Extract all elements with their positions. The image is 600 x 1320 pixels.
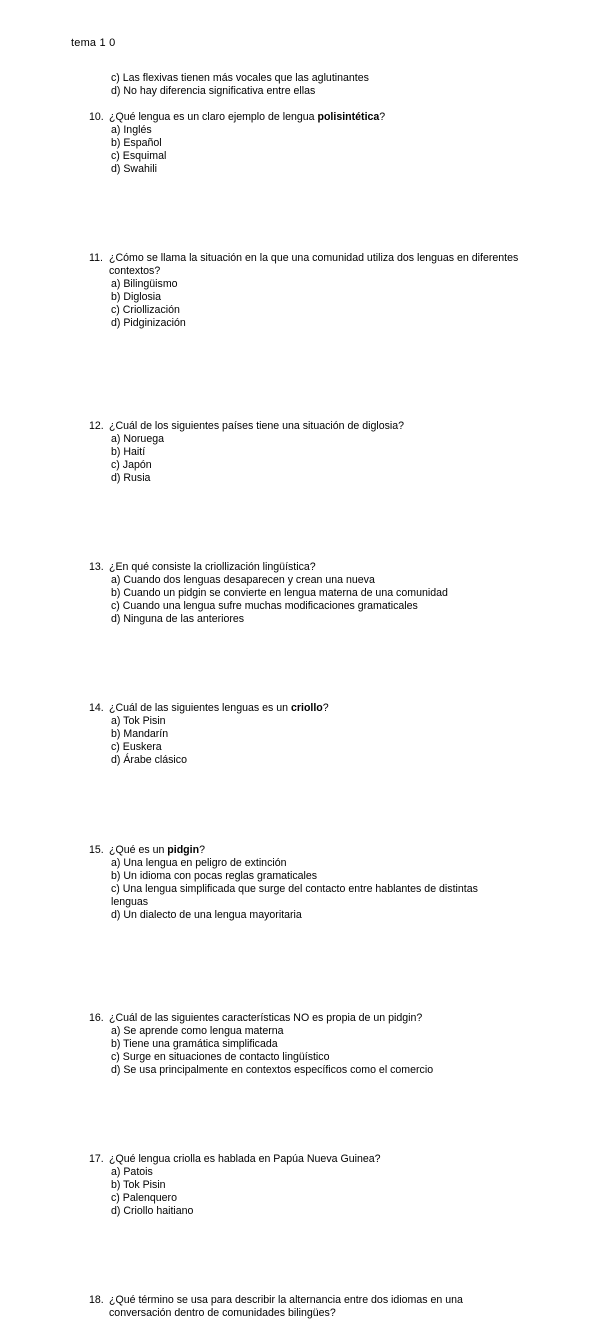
option-b: b) Cuando un pidgin se convierte en lengua materna de una comunidad bbox=[111, 587, 448, 599]
option-c: c) Surge en situaciones de contacto lingüístico bbox=[111, 1051, 330, 1063]
option-c: c) Criollización bbox=[111, 304, 180, 316]
question-number: 16. bbox=[89, 1012, 104, 1024]
question-text: ¿Cuál de los siguientes países tiene una situación de diglosia? bbox=[109, 420, 405, 432]
option-d: d) Árabe clásico bbox=[111, 754, 187, 766]
option-c: c) Las flexivas tienen más vocales que las aglutinantes bbox=[111, 72, 369, 84]
question-text: ¿Qué término se usa para describir la alternancia entre dos idiomas en una conversación dentro de comunidades bilingües? bbox=[109, 1294, 463, 1319]
previous-question-options bbox=[0, 72, 600, 98]
question-number: 15. bbox=[89, 844, 104, 856]
option-d: d) Pidginización bbox=[111, 317, 186, 329]
question-keyword: criollo bbox=[290, 702, 323, 714]
option-d: d) Ninguna de las anteriores bbox=[111, 613, 245, 625]
question-number: 13. bbox=[89, 561, 104, 573]
question-keyword: pidgin bbox=[167, 844, 200, 856]
option-a: a) Se aprende como lengua materna bbox=[111, 1025, 284, 1037]
question-number: 10. bbox=[89, 111, 104, 123]
option-a: a) Inglés bbox=[111, 124, 152, 136]
option-c: c) Esquimal bbox=[111, 150, 167, 162]
option-d: d) No hay diferencia significativa entre ellas bbox=[111, 85, 316, 97]
question-text: ¿Cuál de las siguientes lenguas es un criollo? bbox=[109, 702, 329, 714]
option-b: b) Haití bbox=[111, 446, 146, 458]
question-number: 17. bbox=[89, 1153, 104, 1165]
option-b: b) Español bbox=[111, 137, 162, 149]
question-12 bbox=[0, 420, 600, 485]
option-a: a) Tok Pisin bbox=[111, 715, 166, 727]
question-text: ¿Qué es un pidgin? bbox=[109, 844, 205, 856]
question-10 bbox=[0, 111, 600, 176]
question-16 bbox=[0, 1012, 600, 1077]
question-text: ¿Qué lengua es un claro ejemplo de lengua polisintética? bbox=[109, 111, 386, 123]
question-number: 14. bbox=[89, 702, 104, 714]
question-number: 11. bbox=[89, 252, 103, 264]
option-d: d) Un dialecto de una lengua mayoritaria bbox=[111, 909, 302, 921]
option-b: b) Mandarín bbox=[111, 728, 169, 740]
question-text: ¿Qué lengua criolla es hablada en Papúa Nueva Guinea? bbox=[109, 1153, 381, 1165]
option-a: a) Noruega bbox=[111, 433, 164, 445]
option-b: b) Diglosia bbox=[111, 291, 162, 303]
question-14 bbox=[0, 702, 600, 767]
option-d: d) Rusia bbox=[111, 472, 151, 484]
option-b: b) Un idioma con pocas reglas gramaticales bbox=[111, 870, 318, 882]
option-b: b) Tiene una gramática simplificada bbox=[111, 1038, 278, 1050]
question-text: ¿En qué consiste la criollización lingüística? bbox=[109, 561, 316, 573]
option-c: c) Palenquero bbox=[111, 1192, 177, 1204]
question-number: 18. bbox=[89, 1294, 104, 1306]
option-a: a) Patois bbox=[111, 1166, 153, 1178]
option-d: d) Se usa principalmente en contextos específicos como el comercio bbox=[111, 1064, 434, 1076]
question-number: 12. bbox=[89, 420, 104, 432]
page-header: tema 1 0 bbox=[71, 37, 116, 49]
option-a: a) Bilingüismo bbox=[111, 278, 178, 290]
question-18 bbox=[0, 1294, 600, 1320]
option-d: d) Swahili bbox=[111, 163, 157, 175]
question-11 bbox=[0, 252, 600, 330]
question-text: ¿Cuál de las siguientes características NO es propia de un pidgin? bbox=[109, 1012, 423, 1024]
option-c: c) Cuando una lengua sufre muchas modificaciones gramaticales bbox=[111, 600, 418, 612]
option-c: c) Japón bbox=[111, 459, 152, 471]
question-text: ¿Cómo se llama la situación en la que una comunidad utiliza dos lenguas en diferentes contextos? bbox=[109, 252, 519, 277]
question-13 bbox=[0, 561, 600, 626]
option-c: c) Euskera bbox=[111, 741, 162, 753]
option-c: c) Una lengua simplificada que surge del contacto entre hablantes de distintas lenguas bbox=[111, 883, 478, 908]
option-a: a) Una lengua en peligro de extinción bbox=[111, 857, 287, 869]
question-17 bbox=[0, 1153, 600, 1218]
question-keyword: polisintética bbox=[317, 111, 380, 123]
option-d: d) Criollo haitiano bbox=[111, 1205, 194, 1217]
option-b: b) Tok Pisin bbox=[111, 1179, 166, 1191]
option-a: a) Cuando dos lenguas desaparecen y crean una nueva bbox=[111, 574, 375, 586]
question-15 bbox=[0, 844, 600, 922]
